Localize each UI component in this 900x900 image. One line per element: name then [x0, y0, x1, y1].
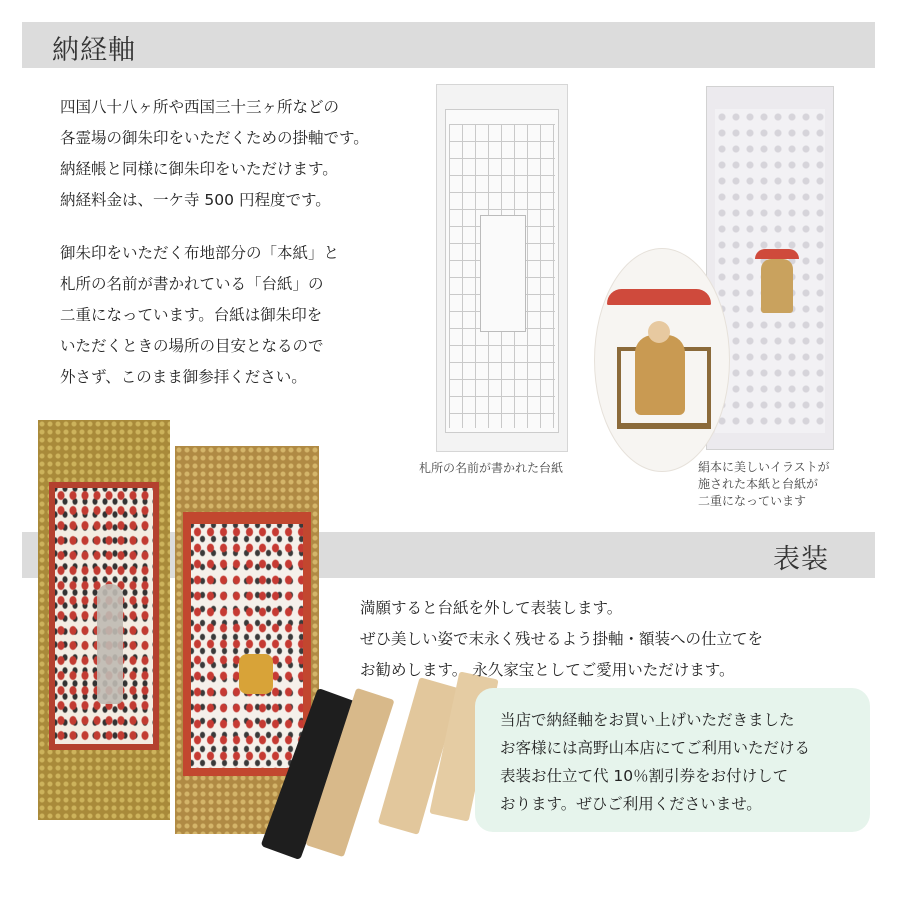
text-line: 当店で納経軸をお買い上げいただきました	[500, 711, 795, 729]
daishi-figure	[239, 654, 273, 694]
discount-text	[500, 706, 810, 818]
text-line: 納経料金は、一ケ寺 500 円程度です。	[60, 191, 331, 209]
canopy-illustration	[755, 249, 799, 259]
daishi-sheet	[445, 109, 559, 433]
scroll-frame	[49, 482, 159, 750]
text-line: お客様には高野山本店にてご利用いただける	[500, 739, 811, 757]
canopy-closeup	[607, 289, 711, 305]
text-line: 各霊場の御朱印をいただくための掛軸です。	[60, 129, 369, 147]
mounting-paragraph	[360, 594, 763, 687]
text-line: 二重になっています。台紙は御朱印を	[60, 306, 323, 324]
silk-sheet	[715, 109, 825, 433]
daishi-scroll-photo	[436, 84, 568, 452]
discount-notice-box	[475, 688, 870, 832]
detail-paragraph	[60, 238, 339, 393]
text-line: いただくときの場所の目安となるので	[60, 337, 324, 355]
text-line: ぜひ美しい姿で末永く残せるよう掛軸・額装への仕立てを	[360, 630, 764, 648]
monk-closeup	[635, 335, 685, 415]
stamped-paper	[191, 524, 303, 768]
text-line: 御朱印をいただく布地部分の「本紙」と	[60, 244, 340, 262]
illustration-closeup-photo	[594, 248, 730, 472]
text-line: おります。ぜひご利用くださいませ。	[500, 795, 762, 813]
scroll-frame	[183, 512, 311, 776]
text-line: 札所の名前が書かれている「台紙」の	[60, 275, 324, 293]
section-header-nokyojiku	[22, 22, 875, 68]
kannon-figure	[97, 584, 123, 704]
text-line: お勧めします。 永久家宝としてご愛用いただけます。	[360, 661, 735, 679]
text-line: 四国八十八ヶ所や西国三十三ヶ所などの	[60, 98, 340, 116]
text-line: 外さず、このまま御参拝ください。	[60, 368, 307, 386]
monk-head	[648, 321, 670, 343]
caption-line: 絹本に美しいイラストが	[698, 460, 830, 474]
section-title: 納経軸	[52, 35, 136, 66]
text-line: 納経帳と同様に御朱印をいただけます。	[60, 160, 338, 178]
caption-line: 施された本紙と台紙が	[698, 477, 819, 491]
kenpon-caption	[698, 459, 830, 510]
daishi-caption: 札所の名前が書かれた台紙	[419, 461, 564, 475]
blank-center-area	[480, 215, 526, 332]
stamped-paper	[55, 488, 153, 744]
kobo-daishi-illustration	[761, 259, 793, 313]
section-title: 表装	[773, 544, 829, 575]
mounted-scroll-kannon-photo	[38, 420, 170, 820]
intro-paragraph	[60, 92, 369, 216]
caption-line: 二重になっています	[698, 494, 807, 508]
text-line: 表装お仕立て代 10％割引券をお付けして	[500, 767, 789, 785]
text-line: 満願すると台紙を外して表装します。	[360, 599, 623, 617]
